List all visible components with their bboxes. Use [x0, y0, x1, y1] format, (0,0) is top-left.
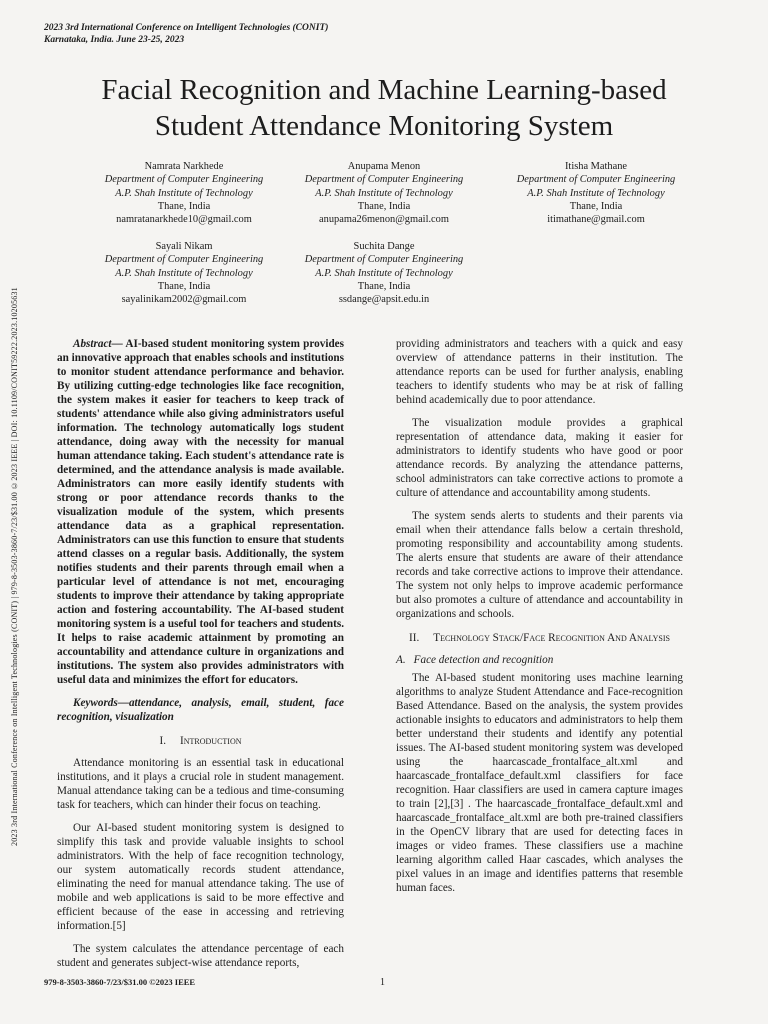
paragraph: The system sends alerts to students and their parents via email when their attendance falls below a certain threshold, promoting responsibility and accountability among students. The alerts ensure that students are aware of their attendance records and take corrective actions to improve their attendance. The system not only helps to improve academic performance but also promotes a culture of attendance and accountability in organizations and schools. [396, 510, 683, 620]
author-name: Suchita Dange [353, 241, 415, 252]
conference-line-2: Karnataka, India. June 23-25, 2023 [44, 35, 185, 45]
author-department: Department of Computer Engineering [304, 174, 464, 186]
author-institution: A.P. Shah Institute of Technology [527, 187, 665, 199]
author-name: Itisha Mathane [564, 161, 628, 172]
section-title: Introduction [180, 735, 242, 747]
paragraph: The system calculates the attendance percentage of each student and generates subject-wise attendance reports, [57, 943, 344, 969]
right-column [396, 337, 683, 904]
author-location: Thane, India [157, 200, 211, 212]
paragraph: The visualization module provides a graphical representation of attendance data, making it easier for administrators to identify students who have good or poor attendance records. By analyzing the attendance patterns, school administrators can take corrective actions to promote a culture of attendance and accountability among students. [396, 417, 683, 499]
author-block [284, 160, 484, 226]
author-department: Department of Computer Engineering [104, 254, 264, 266]
author-department: Department of Computer Engineering [104, 174, 264, 186]
section-heading [57, 734, 344, 748]
author-department: Department of Computer Engineering [304, 254, 464, 266]
section-number: II. [409, 632, 420, 644]
author-block [84, 240, 284, 306]
author-block [84, 160, 284, 226]
author-email[interactable]: ssdange@apsit.edu.in [338, 294, 430, 306]
subsection-heading [396, 653, 683, 667]
author-name: Namrata Narkhede [144, 161, 224, 172]
author-name: Anupama Menon [347, 161, 421, 172]
abstract-dash: — [111, 338, 123, 350]
author-institution: A.P. Shah Institute of Technology [115, 187, 253, 199]
author-email[interactable]: itimathane@gmail.com [547, 214, 645, 226]
author-email[interactable]: sayalinikam2002@gmail.com [121, 294, 247, 306]
author-department: Department of Computer Engineering [516, 174, 676, 186]
abstract-lead: Abstract [73, 338, 112, 350]
paragraph: providing administrators and teachers with a quick and easy overview of attendance patterns in their institution. The attendance reports can be used for further analysis, enabling teachers to identify students who may be at risk of falling behind academically due to poor attendance. [396, 338, 683, 406]
subsection-number: A. [396, 654, 406, 666]
conference-line-1: 2023 3rd International Conference on Intelligent Technologies (CONIT) [44, 23, 329, 33]
conference-header [44, 22, 328, 46]
author-email[interactable]: anupama26menon@gmail.com [319, 214, 449, 226]
footer-copyright: 979-8-3503-3860-7/23/$31.00 ©2023 IEEE [44, 977, 196, 987]
author-institution: A.P. Shah Institute of Technology [315, 267, 453, 279]
author-location: Thane, India [157, 280, 211, 292]
abstract [57, 337, 344, 687]
title-line-2: Student Attendance Monitoring System [154, 110, 614, 142]
author-institution: A.P. Shah Institute of Technology [315, 187, 453, 199]
author-block [496, 160, 696, 226]
author-location: Thane, India [357, 200, 411, 212]
author-location: Thane, India [569, 200, 623, 212]
keywords: Keywords—attendance, analysis, email, student, face recognition, visualization [57, 697, 344, 723]
subsection-title: Face detection and recognition [413, 654, 554, 666]
page-number: 1 [380, 977, 385, 988]
title-line-1: Facial Recognition and Machine Learning-based [101, 74, 667, 106]
author-location: Thane, India [357, 280, 411, 292]
section-title: Technology Stack/Face Recognition And Analysis [433, 632, 670, 644]
section-number: I. [159, 735, 167, 747]
paragraph: The AI-based student monitoring uses machine learning algorithms to analyze Student Attendance and Face-recognition Based Attendance. Based on the analysis, the system provides actionable insights to educators and administrators to help them better understand their students and identify any potential issues. The AI-based student monitoring system was developed using the haarcascade_frontalface_alt.xml and haarcascade_frontalface_default.xml classifiers for face recognition. Haar classifiers are used in camera capture images to train [2],[3] . The haarcascade_frontalface_default.xml and haarcascade_frontalface_alt.xml are both pre-trained classifiers in the OpenCV library that are used for detecting faces in images or video frames. These classifiers use a machine learning algorithm called Haar cascades, which analyses the pixel values in an image and identifies patterns that resemble human faces. [396, 672, 683, 894]
abstract-text: AI-based student monitoring system provides an innovative approach that enables schools and institutions to monitor student attendance performance and behavior. By utilizing cutting-edge technologies like face recognition, the system makes it easier for teachers to keep track of students' attendance while also giving administrators useful information. The technology automatically logs student attendance, doing away with the necessity for manual human attendance taking. Each student's attendance rate is determined, and the attendance analysis is made available. Administrators can more easily identify students with strong or poor attendance records thanks to the visualization module of the system, which presents attendance data as a graphical representation. Administrators can use this function to ensure that students attend classes on a regular basis. Additionally, the system notifies students and their parents through email when a particular level of attendance is not met, encouraging students to improve their attendance by taking appropriate action and fostering accountability. The AI-based student monitoring system is a useful tool for teachers and students. It helps to raise academic attainment by promoting an accountability and attendance culture in organizations and institutions. The system also provides administrators with useful data and minimizes the effort for educators. [57, 338, 344, 686]
section-heading [396, 631, 683, 645]
author-email[interactable]: namratanarkhede10@gmail.com [116, 214, 252, 226]
doi-sidebar: 2023 3rd International Conference on Intelligent Technologies (CONIT) | 979-8-3503-3860-7/23/$31.00 ©2023 IEEE | DOI: 10.1109/CONIT59222.2023.10205631 [10, 287, 19, 847]
left-column [57, 337, 344, 979]
paragraph: Attendance monitoring is an essential task in educational institutions, and it plays a crucial role in student management. Manual attendance taking can be a tedious and time-consuming task for teachers, which can hinder their focus on teaching. [57, 757, 344, 811]
paragraph: Our AI-based student monitoring system is designed to simplify this task and provide valuable insights to school administrators. With the help of face recognition technology, our system automatically records student attendance, eliminating the need for manual attendance taking. The use of mobile and web applications is said to be more effective and efficient because of the ease in accessing and retrieving information.[5] [57, 822, 344, 932]
author-name: Sayali Nikam [155, 241, 213, 252]
author-block [284, 240, 484, 306]
author-institution: A.P. Shah Institute of Technology [115, 267, 253, 279]
paper-title [40, 72, 728, 144]
